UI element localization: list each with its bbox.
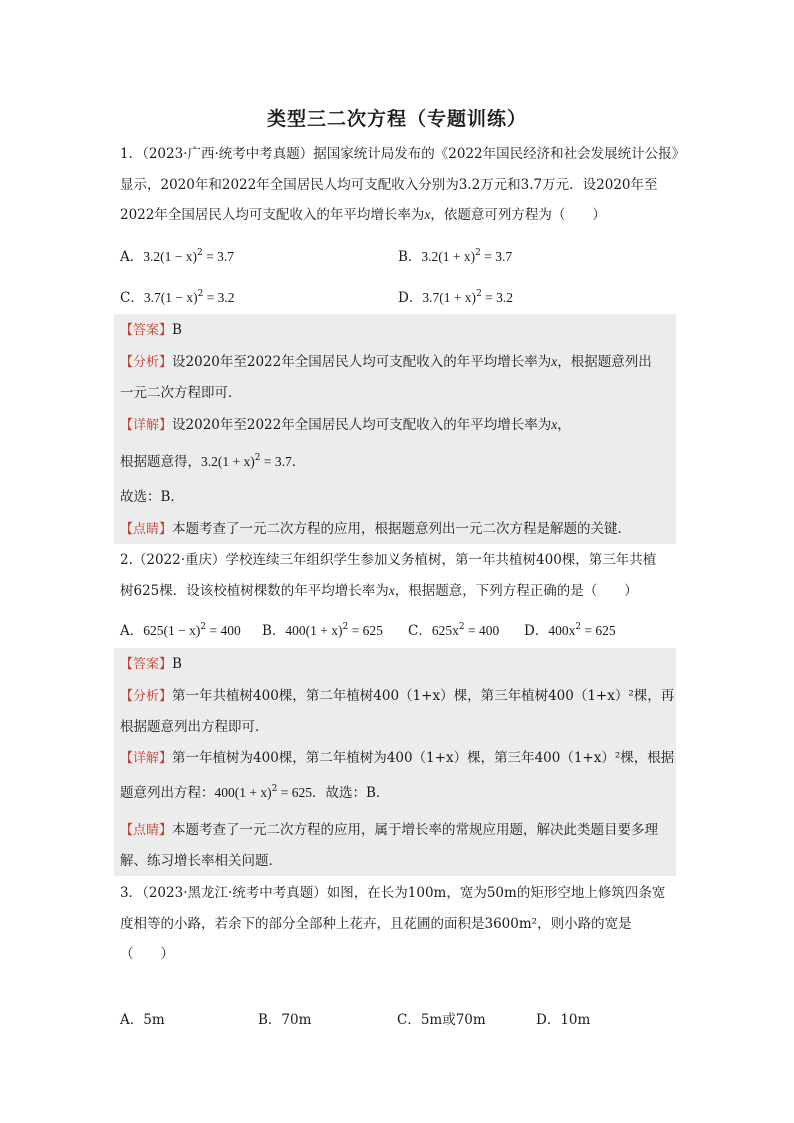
- q3-option-b: B．70m: [258, 1012, 312, 1028]
- q1-stem-line-1: 1．（2023·广西·统考中考真题）据国家统计局发布的《2022年国民经济和社会发展统计公报》: [120, 146, 686, 162]
- q3-stem-line-1: 3．（2023·黑龙江·统考中考真题）如图，在长为100m，宽为50m的矩形空地上修筑四条宽: [120, 885, 666, 901]
- q2-option-c: C．$625x^2 = 400$: [408, 622, 500, 639]
- q1-detail-line-1: 【详解】设2020年至2022年全国居民人均可支配收入的年平均增长率为x，: [120, 417, 571, 433]
- q1-analysis-line-1: 【分析】设2020年至2022年全国居民人均可支配收入的年平均增长率为x，根据题意列出: [120, 354, 652, 370]
- q1-option-d: D．$3.7(1 + x)^2 = 3.2$: [398, 289, 514, 306]
- page-title: 类型三二次方程（专题训练）: [266, 108, 527, 130]
- q1-analysis-line-2: 一元二次方程即可．: [120, 385, 242, 401]
- q1-stem-line-3: 2022年全国居民人均可支配收入的年平均增长率为x，依题意可列方程为（ ）: [120, 207, 606, 223]
- q2-stem-line-1: 2.（2022·重庆）学校连续三年组织学生参加义务植树，第一年共植树400棵，第三年共植: [120, 552, 657, 568]
- q3-option-a: A．5m: [120, 1012, 165, 1028]
- q1-stem-line-2: 显示，2020年和2022年全国居民人均可支配收入分别为3.2万元和3.7万元．设2020年至: [120, 177, 658, 193]
- q3-stem-line-2: 度相等的小路，若余下的部分全部种上花卉，且花圃的面积是3600m²，则小路的宽是: [120, 916, 632, 932]
- q2-answer: 【答案】B: [120, 656, 182, 672]
- q2-stem-line-2: 树625棵．设该校植树棵数的年平均增长率为x，根据题意，下列方程正确的是（ ）: [120, 583, 638, 599]
- q2-option-b: B．$400(1 + x)^2 = 625$: [262, 622, 383, 639]
- q2-detail-line-2: 题意列出方程：$400(1 + x)^2 = 625$．故选：B．: [120, 784, 390, 801]
- q2-comment-line-2: 解、练习增长率相关问题．: [120, 853, 282, 869]
- q1-comment: 【点睛】本题考查了一元二次方程的应用，根据题意列出一元二次方程是解题的关键．: [120, 521, 632, 537]
- q1-answer: 【答案】B: [120, 322, 182, 338]
- q1-option-c: C．$3.7(1 - x)^2 = 3.2$: [120, 289, 235, 306]
- q3-option-d: D．10m: [536, 1012, 591, 1028]
- q1-detail-line-2: 根据题意得，$3.2(1 + x)^2 = 3.7$．: [120, 453, 306, 470]
- q3-stem-line-3: （ ）: [120, 946, 174, 962]
- q2-option-a: A．$625(1 - x)^2 = 400$: [120, 622, 241, 639]
- q2-comment-line-1: 【点睛】本题考查了一元二次方程的应用，属于增长率的常规应用题，解决此类题目要多理: [120, 822, 659, 838]
- q1-option-b: B．$3.2(1 + x)^2 = 3.7$: [398, 248, 513, 265]
- q2-analysis-line-2: 根据题意列出方程即可．: [120, 719, 269, 735]
- q2-option-d: D．$400x^2 = 625$: [524, 622, 616, 639]
- q1-option-a: A．$3.2(1 - x)^2 = 3.7$: [120, 248, 234, 265]
- q2-detail-line-1: 【详解】第一年植树为400棵，第二年植树为400（1+x）棵，第三年400（1+x）²棵，根据: [120, 750, 675, 766]
- q2-analysis-line-1: 【分析】第一年共植树400棵，第二年植树400（1+x）棵，第三年植树400（1+x）²棵，再: [120, 688, 675, 704]
- q1-detail-line-3: 故选：B．: [120, 489, 184, 505]
- q3-option-c: C．5m或70m: [397, 1012, 486, 1028]
